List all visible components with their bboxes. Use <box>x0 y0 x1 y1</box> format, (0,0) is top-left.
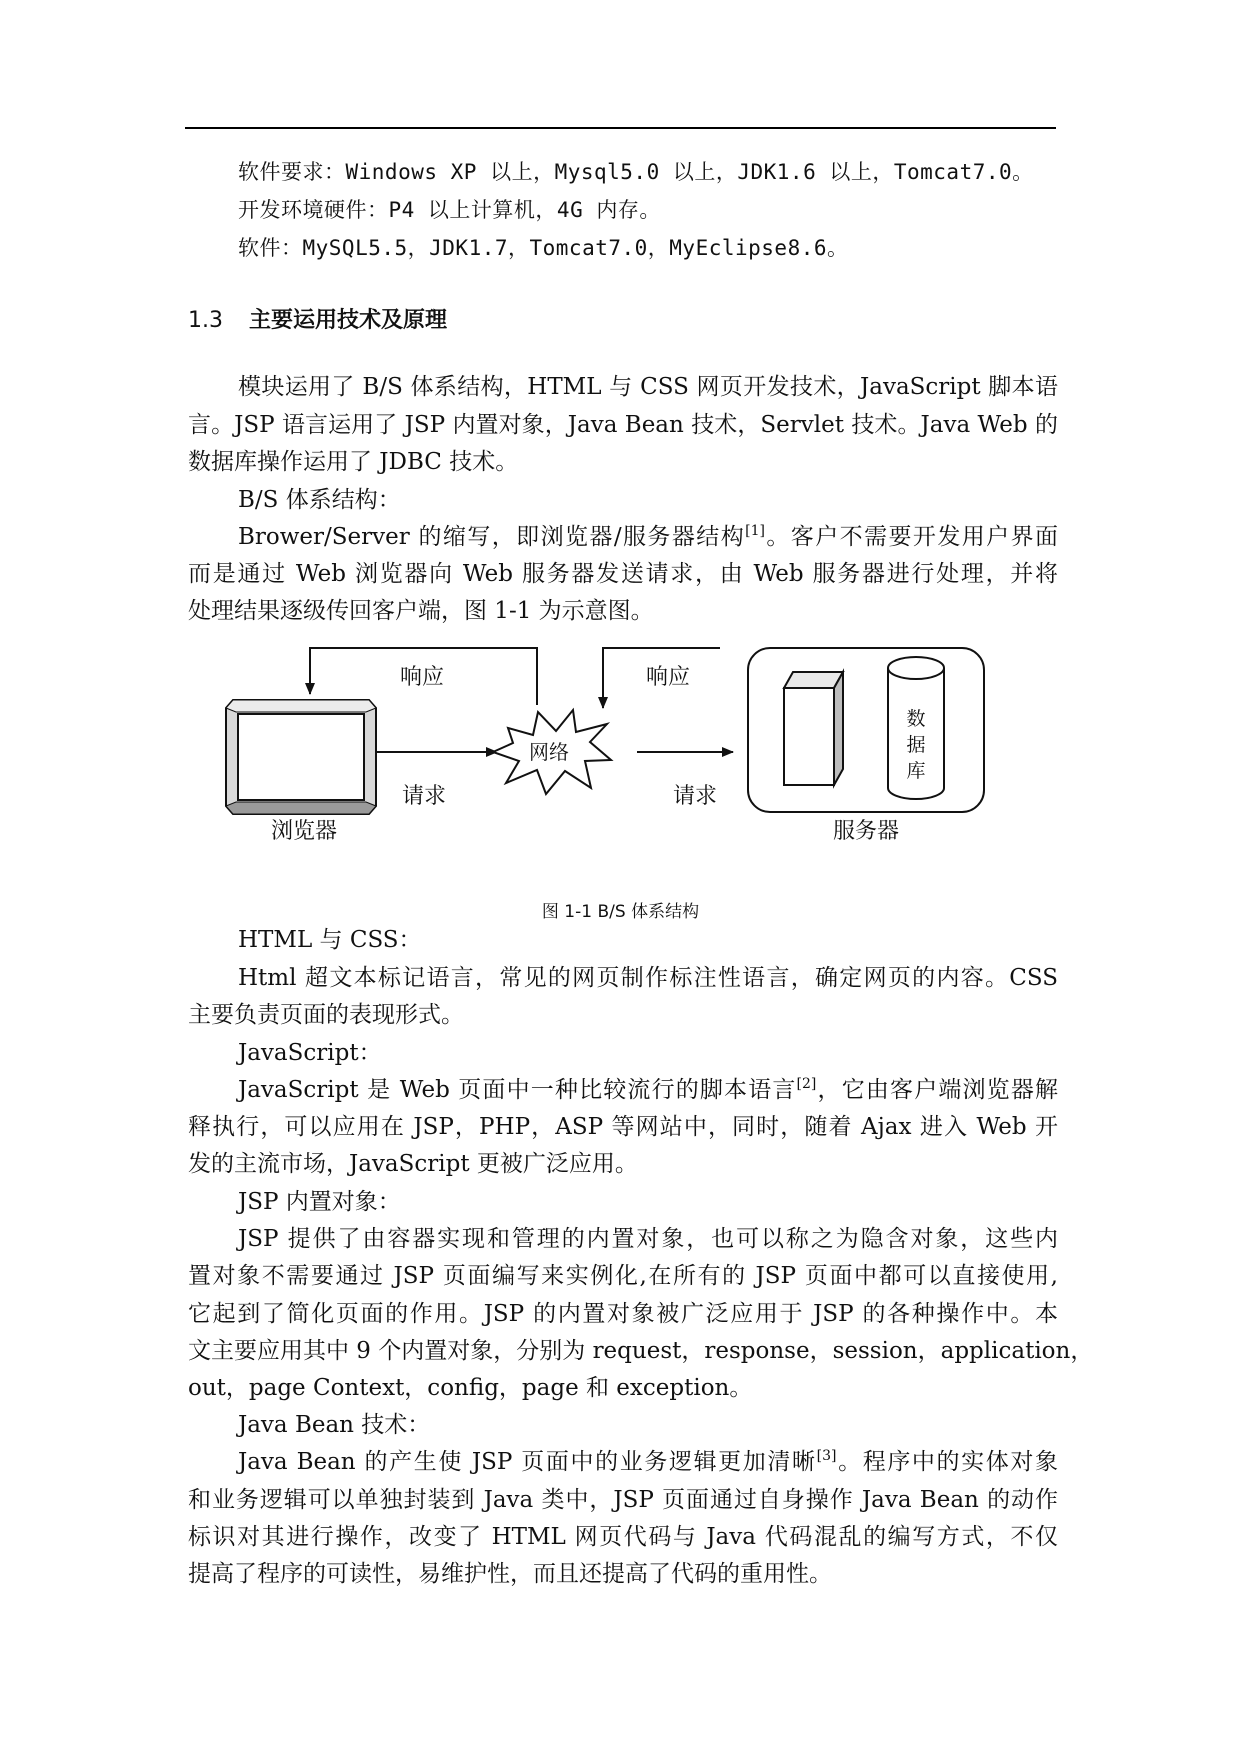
db-label-char: 据 <box>906 734 926 756</box>
javabean-line: 和业务逻辑可以单独封装到 Java 类中，JSP 页面通过自身操作 Java Bean 的动作 <box>188 1487 1058 1513</box>
jsp-line: 置对象不需要通过 JSP 页面编写来实例化,在所有的 JSP 页面中都可以直接使用, <box>188 1263 1058 1289</box>
db-label-char: 库 <box>906 760 926 782</box>
response-label-left: 响应 <box>400 665 445 690</box>
server-label: 服务器 <box>832 819 900 844</box>
browser-monitor-icon <box>226 700 376 814</box>
javascript-line: JavaScript 是 Web 页面中一种比较流行的脚本语言[2]，它由客户端浏览器解 <box>238 1076 1059 1103</box>
response-label-right: 响应 <box>646 665 691 690</box>
requirement-dev-software: 软件：MySQL5.5，JDK1.7，Tomcat7.0，MyEclipse8.6。 <box>238 236 849 260</box>
bs-paragraph-line: Brower/Server 的缩写，即浏览器/服务器结构[1]。客户不需要开发用户界面 <box>238 523 1059 550</box>
jsp-line: 它起到了简化页面的作用。JSP 的内置对象被广泛应用于 JSP 的各种操作中。本 <box>188 1301 1058 1327</box>
javascript-line: 发的主流市场，JavaScript 更被广泛应用。 <box>188 1151 638 1177</box>
html-css-line: Html 超文本标记语言，常见的网页制作标注性语言，确定网页的内容。CSS <box>238 965 1058 991</box>
request-label-right: 请求 <box>673 784 718 809</box>
html-css-line: 主要负责页面的表现形式。 <box>188 1002 464 1028</box>
citation-ref: [2] <box>796 1076 817 1092</box>
requirement-software: 软件要求：Windows XP 以上，Mysql5.0 以上，JDK1.6 以上，Tomcat7.0。 <box>238 160 1034 184</box>
requirement-hardware: 开发环境硬件：P4 以上计算机，4G 内存。 <box>238 198 661 222</box>
jsp-heading: JSP 内置对象： <box>238 1189 401 1215</box>
intro-line: 数据库操作运用了 JDBC 技术。 <box>188 449 519 475</box>
header-rule <box>185 127 1056 129</box>
section-heading <box>188 303 447 334</box>
html-css-heading: HTML 与 CSS： <box>238 927 422 953</box>
db-label-char: 数 <box>906 708 926 730</box>
citation-ref: [1] <box>745 523 765 539</box>
javascript-heading: JavaScript： <box>238 1040 382 1066</box>
network-label: 网络 <box>529 740 569 764</box>
intro-line: 言。JSP 语言运用了 JSP 内置对象，Java Bean 技术，Servlet 技术。Java Web 的 <box>188 412 1058 438</box>
bs-architecture-diagram <box>200 640 1000 850</box>
bs-heading: B/S 体系结构： <box>238 487 401 513</box>
database-cylinder-icon <box>888 657 944 799</box>
section-title: 主要运用技术及原理 <box>249 308 448 333</box>
javabean-line: 提高了程序的可读性，易维护性，而且还提高了代码的重用性。 <box>188 1561 832 1587</box>
citation-ref: [3] <box>816 1448 837 1464</box>
bs-paragraph-line: 而是通过 Web 浏览器向 Web 服务器发送请求，由 Web 服务器进行处理，并将 <box>188 561 1058 587</box>
jsp-line: JSP 提供了由容器实现和管理的内置对象，也可以称之为隐含对象，这些内 <box>238 1226 1058 1252</box>
javabean-heading: Java Bean 技术： <box>238 1412 431 1438</box>
request-label-left: 请求 <box>402 784 447 809</box>
server-tower-icon <box>784 672 843 785</box>
javabean-line: 标识对其进行操作，改变了 HTML 网页代码与 Java 代码混乱的编写方式，不仅 <box>188 1524 1058 1550</box>
figure-caption: 图 1-1 B/S 体系结构 <box>541 902 700 922</box>
javascript-line: 释执行，可以应用在 JSP，PHP，ASP 等网站中，同时，随着 Ajax 进入 Web 开 <box>188 1114 1058 1140</box>
bs-paragraph-line: 处理结果逐级传回客户端，图 1-1 为示意图。 <box>188 598 654 624</box>
jsp-line: 文主要应用其中 9 个内置对象，分别为 request，response，session，application， <box>188 1338 1094 1364</box>
intro-line: 模块运用了 B/S 体系结构，HTML 与 CSS 网页开发技术，JavaScript 脚本语 <box>238 374 1058 400</box>
jsp-line: out，page Context，config，page 和 exception。 <box>188 1375 753 1401</box>
section-number: 1.3 <box>188 308 223 333</box>
javabean-line: Java Bean 的产生使 JSP 页面中的业务逻辑更加清晰[3]。程序中的实体对象 <box>238 1448 1059 1475</box>
browser-label: 浏览器 <box>270 819 338 844</box>
